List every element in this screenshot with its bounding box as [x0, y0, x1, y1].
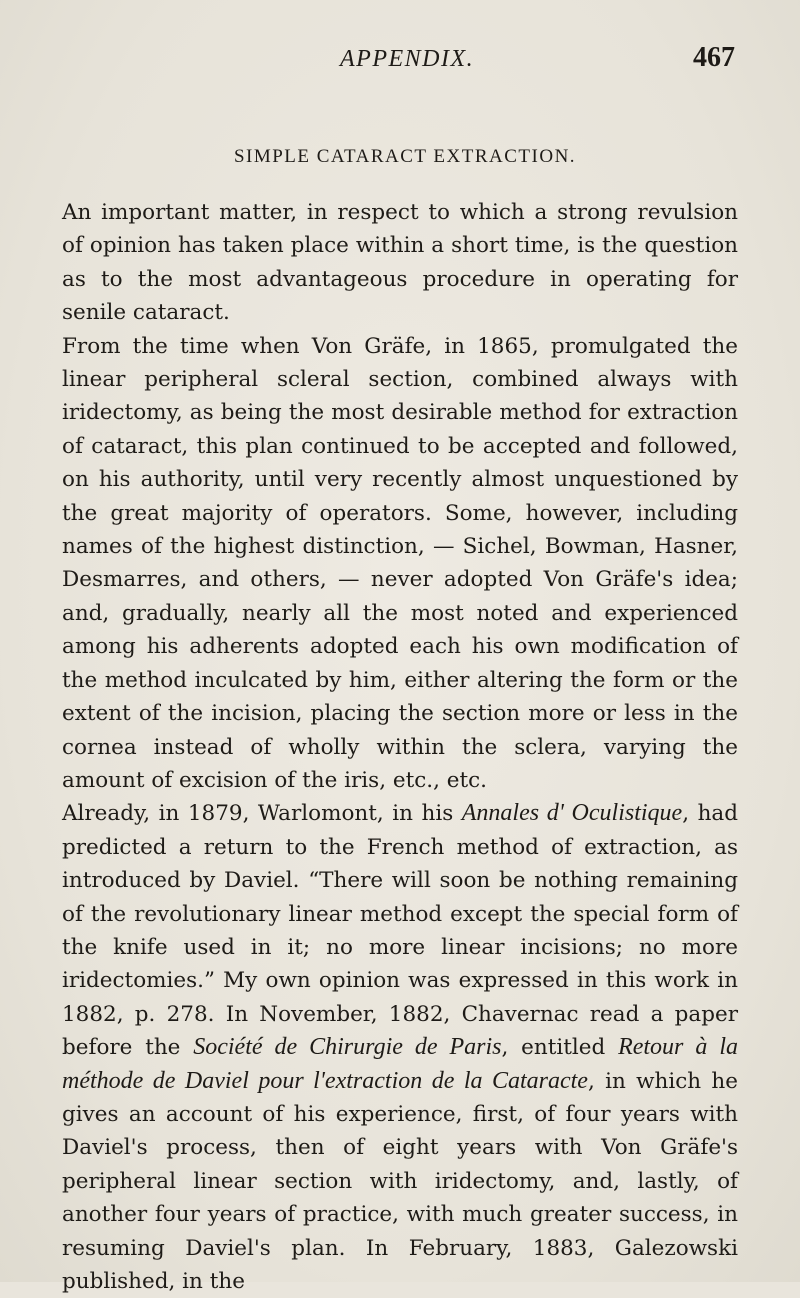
paragraph-2: From the time when Von Gräfe, in 1865, promulgated the linear peripheral scleral section, combined always with iridectomy, as being the most desirable method for extraction of cataract, this plan continued to be accepted and followed, on his authority, until very recently almost unquestioned by the great majority of operators. Some, however, including names of the highest distinction, — Sichel, Bowman, Hasner, Desmarres, and others, — never adopted Von Gräfe's idea; and, gradually, nearly all the most noted and experienced among his adherents adopted each his own modification of the method inculcated by him, either altering the form or the extent of the incision, placing the section more or less in the cornea instead of wholly within the sclera, varying the amount of excision of the iris, etc., etc. [62, 333, 738, 793]
journal-title: Annales d' Oculistique [461, 800, 683, 827]
society-name: Société de Chirurgie de Paris [193, 1034, 502, 1061]
running-head [340, 42, 735, 82]
paragraph-3 [62, 797, 738, 1298]
page-number: 467 [693, 42, 735, 73]
paper-title: Retour à la méthode de Daviel pour l'extraction de la Cataracte [62, 1034, 738, 1094]
paragraph-3-text-c: , entitled [501, 1035, 619, 1061]
paragraph-3-text-d: , in which he gives an account of his experience, first, of four years with Daviel's process, then of eight years with Von Gräfe's peripheral linear section with iridectomy, and, lastly, of another four years of practice, with much greater success, in resuming Daviel's plan. In February, 1883, Galezowski published, in the [62, 1068, 738, 1294]
paragraph-3-text-b: , had predicted a return to the French method of extraction, as introduced by Daviel. “There will soon be nothing remaining of the revolutionary linear method except the special form of the knife used in it; no more linear incisions; no more iridectomies.” My own opinion was expressed in this work in 1882, p. 278. In November, 1882, Chavernac read a paper before the [62, 801, 738, 1061]
paragraph-3-text-a: Already, in 1879, Warlomont, in his [62, 801, 462, 827]
body-text [62, 196, 738, 1298]
section-heading: SIMPLE CATARACT EXTRACTION. [233, 146, 577, 167]
running-title: APPENDIX. [340, 46, 475, 72]
paragraph-1: An important matter, in respect to which a strong revulsion of opinion has taken place within a short time, is the question as to the most advantageous procedure in operating for senile cataract. [62, 200, 738, 326]
